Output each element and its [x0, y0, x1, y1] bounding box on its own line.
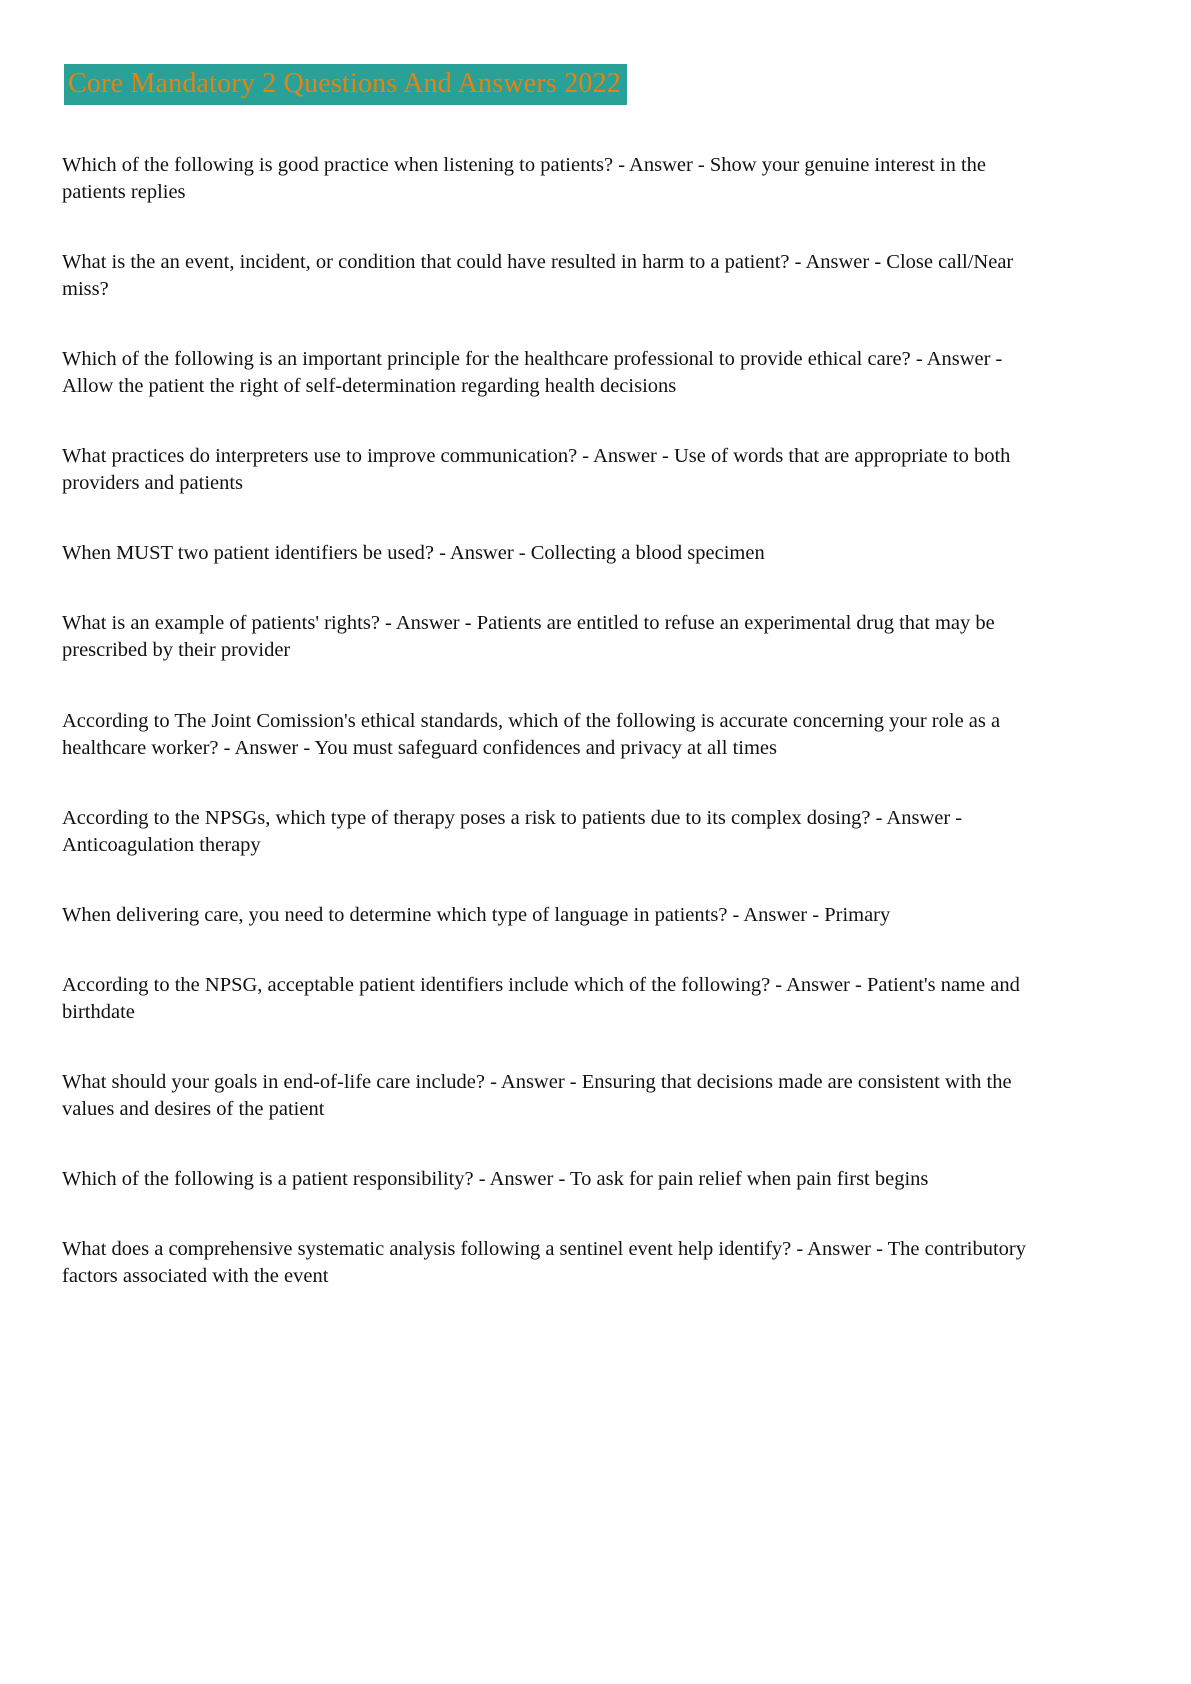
qa-item: What practices do interpreters use to improve communication? - Answer - Use of words that are appropriate to both providers and patients: [62, 445, 1011, 495]
qa-item: What is an example of patients' rights? - Answer - Patients are entitled to refuse an experimental drug that may be prescribed by their provider: [62, 612, 995, 662]
qa-item: According to the NPSGs, which type of therapy poses a risk to patients due to its complex dosing? - Answer - Anticoagulation therapy: [62, 806, 963, 856]
qa-item: According to The Joint Comission's ethical standards, which of the following is accurate concerning your role as a healthcare worker? - Answer - You must safeguard confidences and privacy at all times: [62, 709, 1001, 759]
qa-item: What does a comprehensive systematic analysis following a sentinel event help identify? - Answer - The contributory factors associated with the event: [62, 1237, 1026, 1288]
qa-item: Which of the following is a patient responsibility? - Answer - To ask for pain relief when pain first begins: [62, 1167, 929, 1190]
qa-item: Which of the following is an important principle for the healthcare professional to provide ethical care? - Answer - Allow the patient the right of self-determination regarding health decisions: [62, 348, 1003, 398]
qa-item: What should your goals in end-of-life care include? - Answer - Ensuring that decisions made are consistent with the values and desires of the patient: [62, 1070, 1012, 1120]
qa-item: Which of the following is good practice when listening to patients? - Answer - Show your genuine interest in the patients replies: [62, 154, 987, 204]
document-title-container: [64, 64, 627, 105]
qa-list: [62, 152, 1042, 1290]
qa-item: When delivering care, you need to determine which type of language in patients? - Answer - Primary: [62, 903, 891, 926]
page-title: Core Mandatory 2 Questions And Answers 2022: [64, 64, 627, 105]
qa-item: What is the an event, incident, or condition that could have resulted in harm to a patient? - Answer - Close call/Near miss?: [62, 251, 1014, 301]
qa-item: According to the NPSG, acceptable patient identifiers include which of the following? - Answer - Patient's name and birthdate: [62, 973, 1020, 1023]
qa-item: When MUST two patient identifiers be used? - Answer - Collecting a blood specimen: [62, 542, 765, 565]
